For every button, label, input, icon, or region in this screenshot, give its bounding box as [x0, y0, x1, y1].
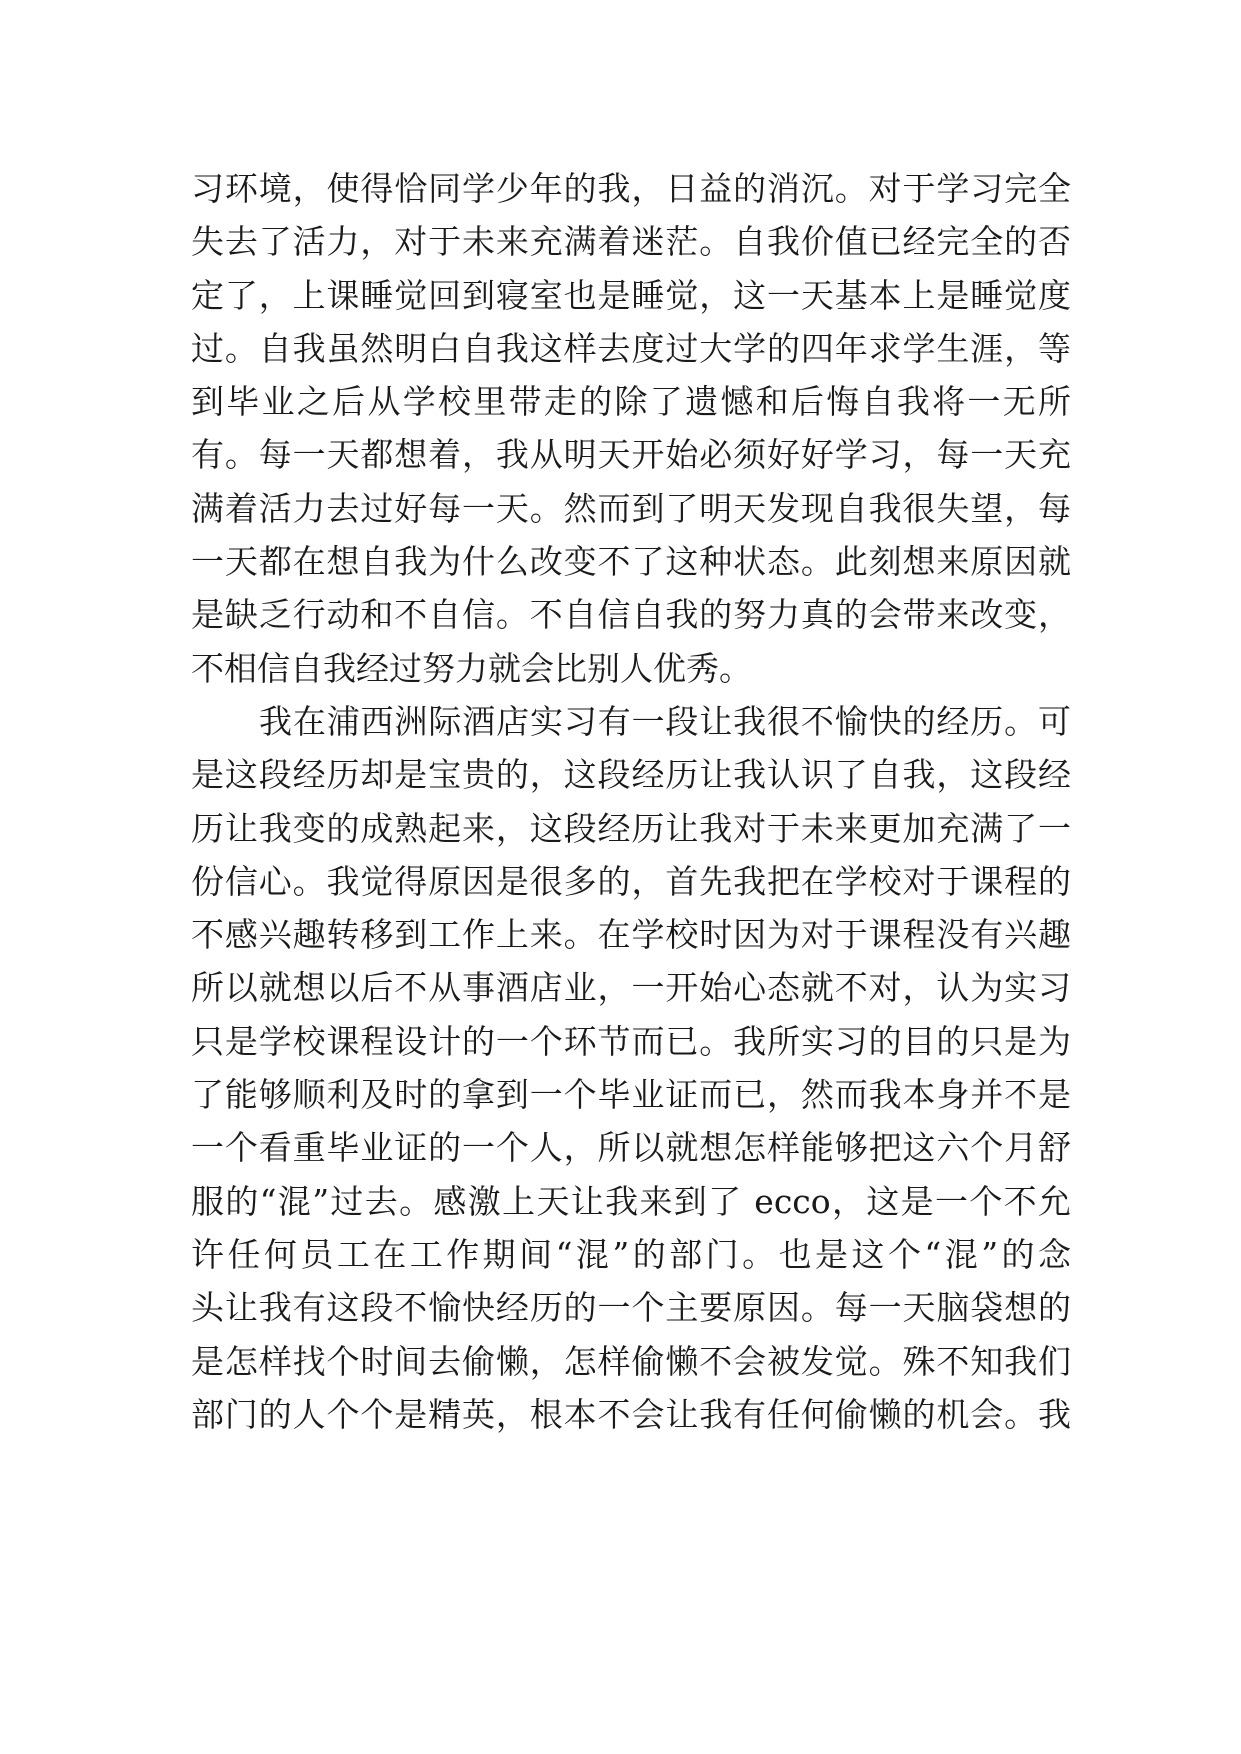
text-line: 是缺乏行动和不自信。不自信自我的努力真的会带来改变，: [191, 595, 1071, 635]
paragraph-1: [191, 162, 1071, 695]
body-text: [191, 162, 1071, 1441]
text-line: 是这段经历却是宝贵的，这段经历让我认识了自我，这段经: [191, 755, 1071, 795]
text-line: 不感兴趣转移到工作上来。在学校时因为对于课程没有兴趣: [191, 915, 1071, 955]
text-line: 到毕业之后从学校里带走的除了遗憾和后悔自我将一无所: [191, 382, 1071, 422]
text-line: 一天都在想自我为什么改变不了这种状态。此刻想来原因就: [191, 542, 1071, 582]
text-line: 许任何员工在工作期间“混”的部门。也是这个“混”的念: [191, 1234, 1071, 1274]
text-line: 份信心。我觉得原因是很多的，首先我把在学校对于课程的: [191, 861, 1071, 901]
text-line: 不相信自我经过努力就会比别人优秀。: [191, 648, 752, 688]
text-line: 服的“混”过去。感激上天让我来到了 ecco，这是一个不允: [191, 1181, 1071, 1221]
text-line: 历让我变的成熟起来，这段经历让我对于未来更加充满了一: [191, 808, 1071, 848]
text-line: 我在浦西洲际酒店实习有一段让我很不愉快的经历。可: [259, 701, 1071, 741]
text-line: 一个看重毕业证的一个人，所以就想怎样能够把这六个月舒: [191, 1128, 1071, 1168]
text-line: 过。自我虽然明白自我这样去度过大学的四年求学生涯，等: [191, 328, 1071, 368]
text-line: 习环境，使得恰同学少年的我，日益的消沉。对于学习完全: [191, 169, 1071, 208]
text-line: 了能够顺利及时的拿到一个毕业证而已，然而我本身并不是: [191, 1075, 1071, 1115]
text-line: 部门的人个个是精英，根本不会让我有任何偷懒的机会。我: [191, 1394, 1071, 1434]
text-line: 定了，上课睡觉回到寝室也是睡觉，这一天基本上是睡觉度: [191, 275, 1071, 315]
text-line: 失去了活力，对于未来充满着迷茫。自我价值已经完全的否: [191, 222, 1071, 262]
paragraph-2: [191, 695, 1071, 1441]
text-line: 是怎样找个时间去偷懒，怎样偷懒不会被发觉。殊不知我们: [191, 1341, 1071, 1381]
text-line: 满着活力去过好每一天。然而到了明天发现自我很失望，每: [191, 488, 1071, 528]
text-line: 所以就想以后不从事酒店业，一开始心态就不对，认为实习: [191, 968, 1071, 1008]
text-line: 只是学校课程设计的一个环节而已。我所实习的目的只是为: [191, 1021, 1071, 1061]
text-line: 有。每一天都想着，我从明天开始必须好好学习，每一天充: [191, 435, 1071, 475]
text-line: 头让我有这段不愉快经历的一个主要原因。每一天脑袋想的: [191, 1288, 1071, 1328]
